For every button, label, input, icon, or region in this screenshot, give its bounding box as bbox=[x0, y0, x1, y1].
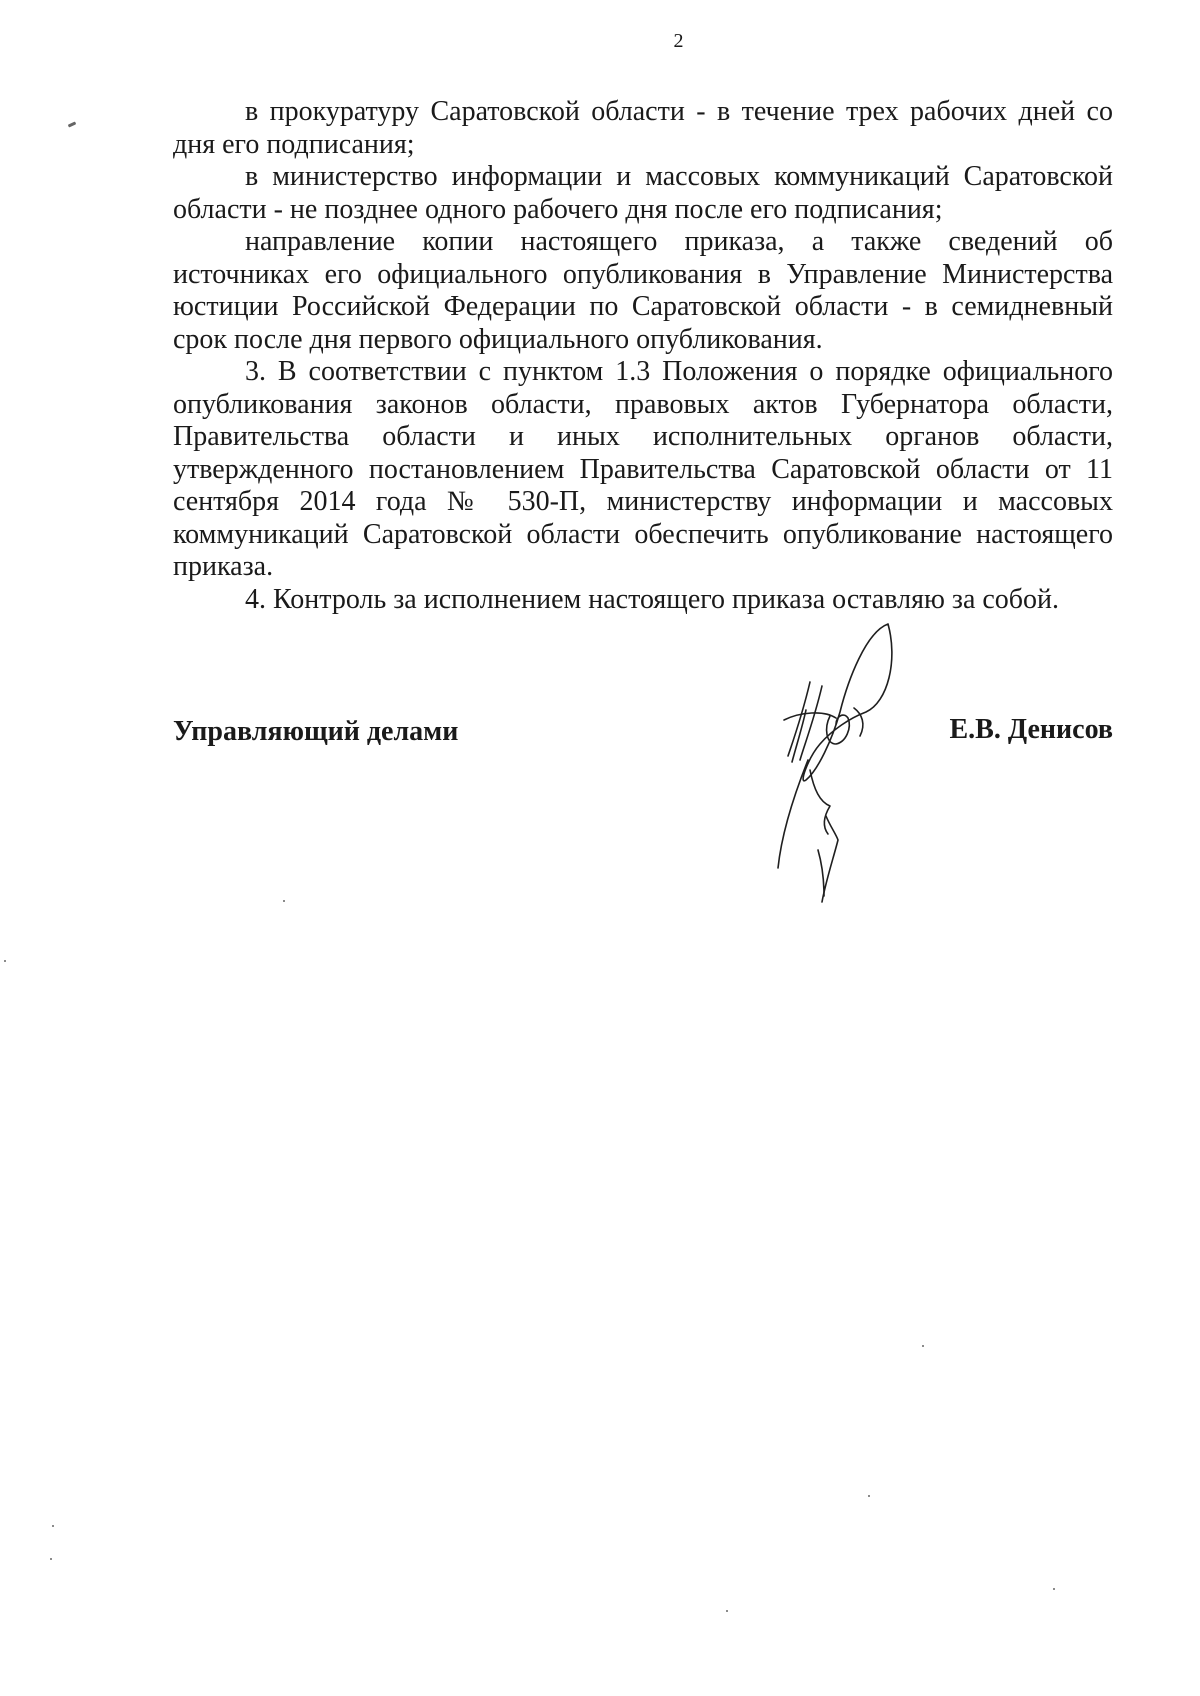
handwritten-signature bbox=[770, 620, 910, 910]
scan-speck bbox=[1053, 1588, 1055, 1590]
paragraph-item-3: 3. В соответствии с пунктом 1.3 Положения о порядке официального опубликования законов области, правовых актов Губернатора области, Правительства области и иных исполнительных органов области, утвержденного постановлением Правительства Саратовской области от 11 сентября 2014 года № 530-П, министерству информации и массовых коммуникаций Саратовской области обеспечить опубликование настоящего приказа. bbox=[173, 356, 1113, 582]
scan-speck bbox=[283, 900, 285, 902]
signatory-name: Е.В. Денисов bbox=[949, 714, 1113, 745]
page-number: 2 bbox=[673, 30, 684, 52]
signature-block bbox=[173, 710, 1113, 760]
paragraph-copy-direction: направление копии настоящего приказа, а также сведений об источниках его официального опубликования в Управление Министерства юстиции Российской Федерации по Саратовской области - в семидневный срок после дня первого официального опубликования. bbox=[173, 226, 1113, 355]
scan-speck bbox=[868, 1495, 870, 1497]
scan-speck bbox=[50, 1558, 52, 1560]
paragraph-prosecutor: в прокуратуру Саратовской области - в течение трех рабочих дней со дня его подписания; bbox=[173, 96, 1113, 160]
scan-speck bbox=[52, 1525, 54, 1527]
document-body bbox=[173, 96, 1113, 616]
signatory-title: Управляющий делами bbox=[173, 716, 459, 747]
scan-speck bbox=[4, 960, 6, 962]
scan-speck bbox=[726, 1610, 728, 1612]
scan-speck bbox=[922, 1345, 924, 1347]
paragraph-item-4: 4. Контроль за исполнением настоящего приказа оставляю за собой. bbox=[245, 583, 1060, 615]
paragraph-ministry: в министерство информации и массовых коммуникаций Саратовской области - не позднее одного рабочего дня после его подписания; bbox=[173, 161, 1113, 225]
scan-speck bbox=[68, 121, 77, 127]
